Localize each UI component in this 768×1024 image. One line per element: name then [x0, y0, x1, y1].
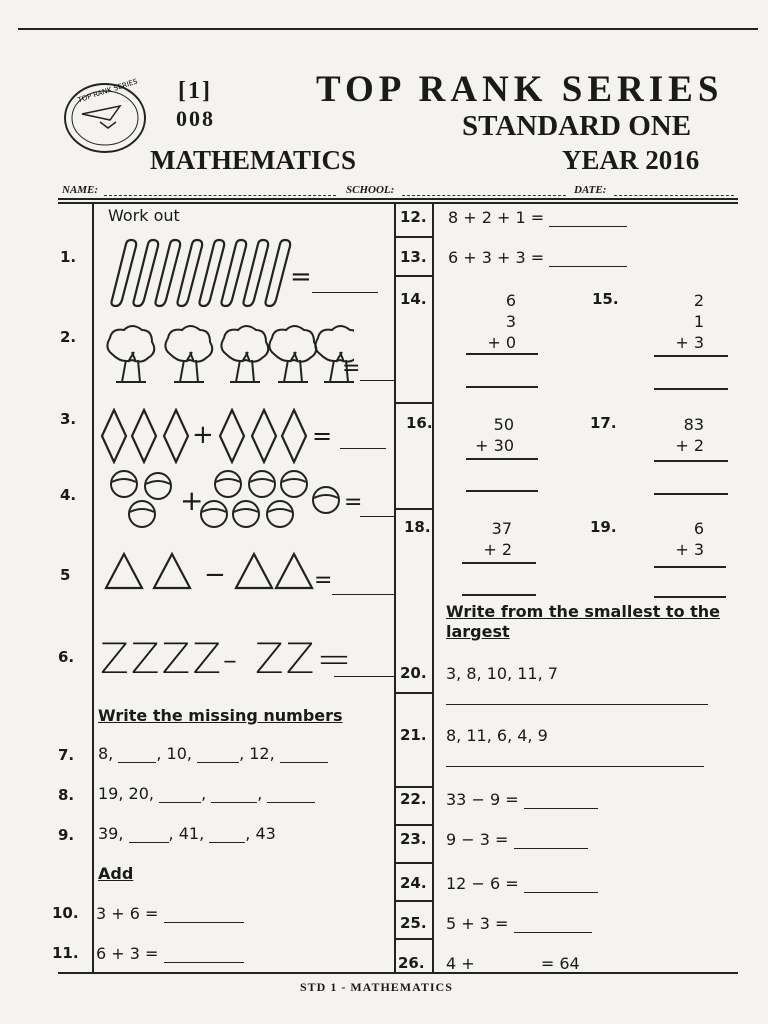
q24-question [446, 874, 598, 893]
q7-number: 7. [58, 746, 75, 764]
q13-number: 13. [400, 248, 427, 266]
q2-trees-picture [104, 322, 354, 388]
q18-answer-line[interactable] [462, 594, 536, 596]
q9-blank-1[interactable] [129, 828, 169, 843]
q7-sequence [98, 744, 328, 763]
q5-equals: = [314, 568, 333, 593]
q26-part-a: 4 + [446, 954, 475, 973]
q17-number: 17. [590, 414, 617, 432]
center-divider-b [432, 202, 434, 972]
q22-text: 33 − 9 = [446, 790, 519, 809]
q4-balls-picture [104, 470, 354, 536]
footer-label: STD 1 - MATHEMATICS [300, 980, 453, 994]
q5-minus: − [204, 560, 226, 590]
q9-blank-2[interactable] [209, 828, 245, 843]
q5-number: 5 [60, 566, 71, 584]
q3-answer-line[interactable] [340, 434, 386, 449]
q25-question [446, 914, 592, 933]
q9-part-a: 39, [98, 824, 124, 843]
q18-top: 37 [491, 519, 512, 538]
q8-number: 8. [58, 786, 75, 804]
q17-sum-line [654, 460, 728, 462]
q9-sequence [98, 824, 276, 843]
q14-bottom: + 0 [487, 333, 516, 352]
q1-answer-line[interactable] [312, 278, 378, 293]
q3-equals: = [312, 422, 333, 450]
q8-blank-3[interactable] [267, 788, 315, 803]
q12-answer-line[interactable] [549, 212, 627, 227]
q19-bottom: + 3 [675, 540, 704, 559]
q7-part-a: 8, [98, 744, 114, 763]
q8-part-c: , [257, 784, 263, 803]
q8-part-a: 19, 20, [98, 784, 154, 803]
q10-question [96, 904, 244, 923]
q25-text: 5 + 3 = [446, 914, 509, 933]
subject-label: MATHEMATICS [150, 145, 357, 175]
q9-part-c: , 43 [245, 824, 276, 843]
school-label: SCHOOL: [346, 184, 395, 196]
q26-question [446, 954, 580, 973]
q9-part-b: , 41, [168, 824, 205, 843]
paper-code-1: [1] [178, 78, 212, 104]
order-heading-line2: largest [446, 622, 510, 641]
q8-blank-2[interactable] [211, 788, 257, 803]
q20-numbers: 3, 8, 10, 11, 7 [446, 664, 558, 683]
q26-answer-line[interactable] [480, 958, 536, 973]
q19-top: 6 [693, 519, 704, 538]
q21-answer-line[interactable] [446, 766, 704, 767]
missing-numbers-heading: Write the missing numbers [98, 706, 343, 725]
q16-top: 50 [493, 415, 514, 434]
q18-number: 18. [404, 518, 431, 536]
add-heading: Add [98, 864, 134, 883]
q14-top: 6 [505, 291, 516, 310]
year-label: YEAR 2016 [562, 145, 700, 175]
q17-top: 83 [683, 415, 704, 434]
row-rule [395, 824, 433, 826]
q14-answer-line[interactable] [466, 386, 538, 388]
series-title: TOP RANK SERIES [316, 69, 724, 110]
q3-plus: + [192, 420, 214, 450]
q10-number: 10. [52, 904, 79, 922]
q14-sum-line [466, 353, 538, 355]
q4-equals: = [344, 490, 363, 515]
q7-blank-1[interactable] [118, 748, 156, 763]
q24-text: 12 − 6 = [446, 874, 519, 893]
q17-answer-line[interactable] [654, 493, 728, 495]
q22-answer-line[interactable] [524, 794, 598, 809]
q12-number: 12. [400, 208, 427, 226]
q1-number: 1. [60, 248, 77, 266]
q6-number: 6. [58, 648, 75, 666]
center-divider-a [394, 202, 396, 972]
work-out-heading: Work out [108, 206, 180, 225]
q25-answer-line[interactable] [514, 918, 592, 933]
q19-number: 19. [590, 518, 617, 536]
q18-bottom: + 2 [483, 540, 512, 559]
q7-part-c: , 12, [239, 744, 275, 763]
q10-text: 3 + 6 = [96, 904, 159, 923]
q8-part-b: , [201, 784, 207, 803]
q13-answer-line[interactable] [549, 252, 627, 267]
q6-z-letters: ZZZZ- ZZ= [100, 634, 354, 683]
q3-number: 3. [60, 410, 77, 428]
row-rule [395, 786, 433, 788]
q26-part-b: = 64 [540, 954, 580, 973]
q11-number: 11. [52, 944, 79, 962]
order-heading-line1: Write from the smallest to the [446, 602, 721, 621]
logo-text: TOP RANK SERIES [76, 77, 139, 105]
date-field[interactable] [614, 195, 734, 196]
q4-answer-line[interactable] [360, 502, 394, 517]
q8-sequence [98, 784, 315, 803]
row-rule [395, 900, 433, 902]
q7-blank-2[interactable] [197, 748, 239, 763]
q20-number: 20. [400, 664, 427, 682]
q16-number: 16. [406, 414, 433, 432]
school-field[interactable] [402, 195, 566, 196]
q23-text: 9 − 3 = [446, 830, 509, 849]
q16-sum-line [466, 458, 538, 460]
q22-number: 22. [400, 790, 427, 808]
q7-blank-3[interactable] [280, 748, 328, 763]
q20-answer-line[interactable] [446, 704, 708, 705]
top-rule [18, 28, 758, 30]
q15-number: 15. [592, 290, 619, 308]
q15-answer-line[interactable] [654, 388, 728, 390]
q13-text: 6 + 3 + 3 = [448, 248, 545, 267]
q15-top: 2 [693, 291, 704, 310]
header-rule [58, 198, 738, 200]
q19-sum-line [654, 566, 726, 568]
row-rule [395, 862, 433, 864]
q4-number: 4. [60, 486, 77, 504]
row-rule [395, 402, 433, 404]
q15-sum [652, 290, 704, 353]
q22-question [446, 790, 598, 809]
q6-answer-line[interactable] [334, 662, 394, 677]
row-rule [395, 275, 433, 277]
q21-number: 21. [400, 726, 427, 744]
name-label: NAME: [62, 184, 99, 196]
q15-bottom: + 3 [675, 333, 704, 352]
q19-sum [652, 518, 704, 560]
q24-answer-line[interactable] [524, 878, 598, 893]
q15-mid: 1 [693, 312, 704, 331]
q2-answer-line[interactable] [360, 366, 394, 381]
date-label: DATE: [574, 184, 607, 196]
q15-sum-line [654, 355, 728, 357]
q10-answer-line[interactable] [164, 908, 244, 923]
q19-answer-line[interactable] [654, 596, 726, 598]
row-rule [395, 692, 433, 694]
q12-text: 8 + 2 + 1 = [448, 208, 545, 227]
q25-number: 25. [400, 914, 427, 932]
school-logo [60, 76, 150, 154]
q4-plus: + [180, 484, 204, 517]
q11-text: 6 + 3 = [96, 944, 159, 963]
q18-sum [460, 518, 512, 560]
q5-answer-line[interactable] [332, 580, 394, 595]
q24-number: 24. [400, 874, 427, 892]
row-rule [395, 508, 433, 510]
q23-number: 23. [400, 830, 427, 848]
q1-equals: = [290, 262, 312, 292]
q9-number: 9. [58, 826, 75, 844]
q1-sticks-picture [104, 236, 314, 308]
standard-label: STANDARD ONE [462, 110, 692, 142]
q17-sum [652, 414, 704, 456]
q16-answer-line[interactable] [466, 490, 538, 492]
q17-bottom: + 2 [675, 436, 704, 455]
q2-equals: = [342, 356, 361, 381]
row-rule [395, 236, 433, 238]
q23-answer-line[interactable] [514, 834, 588, 849]
q12-question [448, 208, 627, 227]
left-number-divider [92, 202, 94, 972]
q14-mid: 3 [505, 312, 516, 331]
q11-answer-line[interactable] [164, 948, 244, 963]
bottom-rule [58, 972, 738, 974]
q16-bottom: + 30 [475, 436, 514, 455]
q21-numbers: 8, 11, 6, 4, 9 [446, 726, 548, 745]
q8-blank-1[interactable] [159, 788, 201, 803]
paper-code-2: 008 [176, 106, 215, 131]
q14-number: 14. [400, 290, 427, 308]
q26-number: 26. [398, 954, 425, 972]
q16-sum [462, 414, 514, 456]
q11-question [96, 944, 244, 963]
q7-part-b: , 10, [156, 744, 192, 763]
q2-number: 2. [60, 328, 77, 346]
q18-sum-line [462, 562, 536, 564]
row-rule [395, 938, 433, 940]
name-field[interactable] [104, 195, 336, 196]
q14-sum [464, 290, 516, 353]
q23-question [446, 830, 588, 849]
q13-question [448, 248, 627, 267]
header-rule-2 [58, 202, 738, 204]
